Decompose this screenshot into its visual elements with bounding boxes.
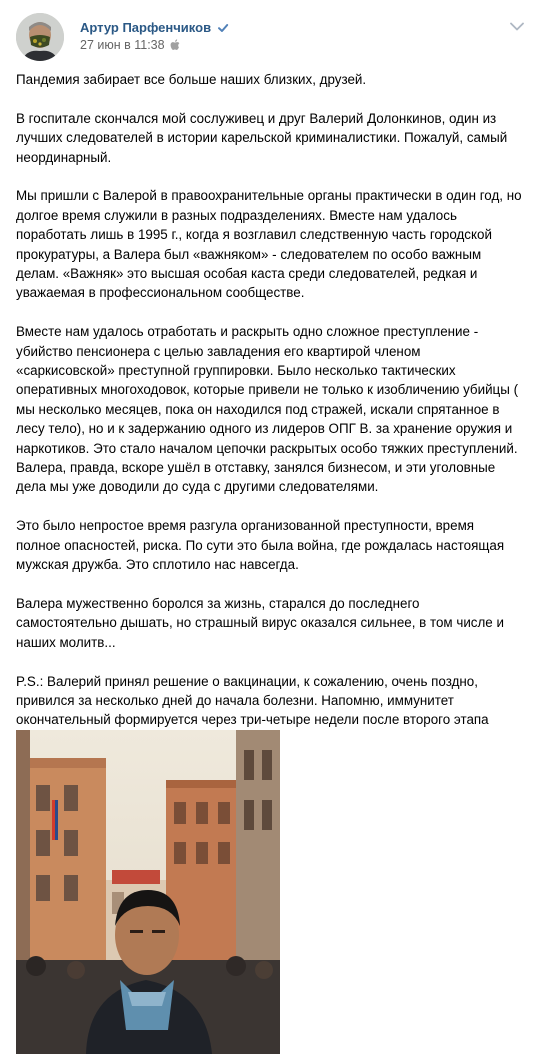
post-meta (80, 38, 180, 52)
post-paragraph: P.S.: Валерий принял решение о вакцинации, к сожалению, очень поздно, привился за несколько дней до начала болезни. Напомню, иммунитет окончательный формируется через три-четыре недели после второго этапа (16, 673, 489, 728)
post-paragraph: Это было непростое время разгула организованной преступности, время полное опасностей, риска. По сути это была война, где рождалась настоящая мужская дружба. Это сплотило нас навсегда. (16, 518, 505, 573)
post-paragraph: В госпитале скончался мой сослуживец и друг Валерий Долонкинов, один из лучших следователей в истории карельской криминалистики. Пожалуй, самый неординарный. (16, 110, 508, 165)
post-date-link[interactable]: 27 июн в 11:38 (80, 38, 165, 52)
post-paragraph: Пандемия забирает все больше наших близких, друзей. (16, 72, 367, 87)
author-line (80, 20, 229, 35)
post-header (0, 0, 542, 70)
post-menu-chevron-icon[interactable] (510, 22, 524, 31)
post-paragraph: Валера мужественно боролся за жизнь, старался до последнего самостоятельно дышать, но страшный вирус оказался сильнее, в том числе и наших молитв... (16, 595, 504, 650)
post-paragraph: Вместе нам удалось отработать и раскрыть одно сложное преступление - убийство пенсионера с целью завладения его квартирой членом «саркисовской» преступной группировки. Было несколько тактических оперативных многоходовок, которые привели не только к изобличению убийцы ( мы несколько месяцев, пока он находился под стражей, искали спрятанное в лесу тело), но и к задержанию одного из лидеров ОПГ В. за хранение оружия и наркотиков. Это стало началом цепочки раскрытых особо тяжких преступлений. Валера, правда, вскоре ушёл в отставку, занялся бизнесом, и эти уголовные дела мы уже доводили до суда с другими следователями. (16, 324, 519, 495)
post-text (16, 70, 522, 769)
post-paragraph: Мы пришли с Валерой в правоохранительные органы практически в один год, но долгое время служили в разных подразделениях. Вместе нам удалось поработать лишь в 1995 г., когда я возглавил следственную часть городской прокуратуры, а Валера был «важняком» - следователем по особо важным делам. «Важняк» это высшая особая каста среди следователей, редкая и уважаемая в профессиональном сообществе. (16, 188, 522, 301)
post-photo[interactable] (16, 730, 280, 1054)
author-avatar[interactable] (16, 13, 64, 61)
apple-icon (170, 39, 180, 51)
verified-check-icon (217, 22, 229, 34)
author-name-link[interactable]: Артур Парфенчиков (80, 20, 212, 35)
